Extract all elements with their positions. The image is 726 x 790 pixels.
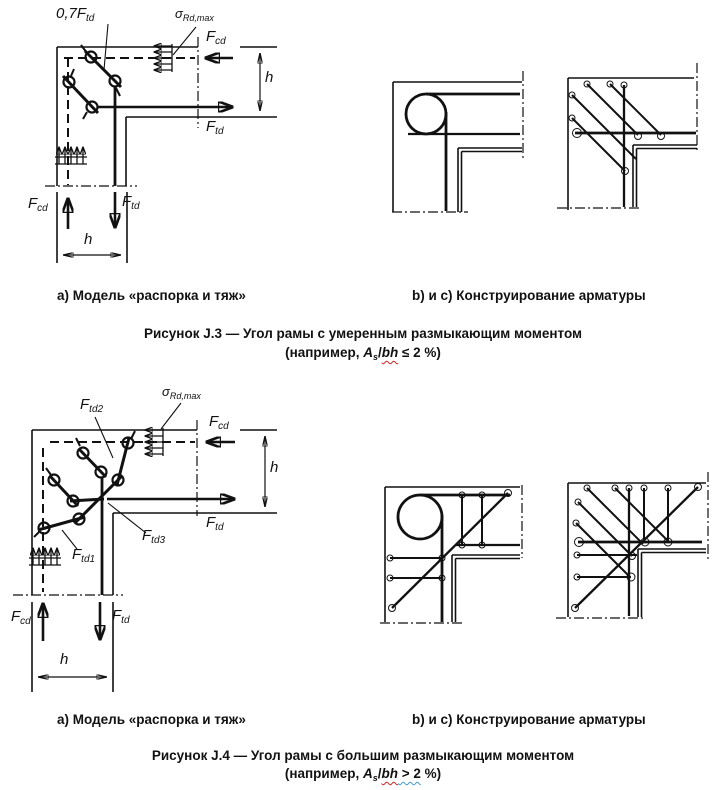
label-fcd: $F_{cd}$ xyxy=(11,608,31,627)
strut xyxy=(79,449,106,477)
stress-block xyxy=(145,428,163,456)
label-fcd: $F_{cd}$ xyxy=(206,28,226,47)
label-07ftd: $0,7F_{td}$ xyxy=(56,5,95,24)
label-h: h xyxy=(270,459,279,476)
j4-figure-subtitle: (например, $A_s/bh > 2$ %) xyxy=(284,766,442,783)
stress-block xyxy=(55,147,87,164)
diagonal-bar xyxy=(392,493,508,608)
diagonal-link xyxy=(576,523,630,577)
leader-line xyxy=(173,27,196,55)
loop-bar xyxy=(406,94,446,134)
label-ftd2: $F_{td2}$ xyxy=(80,396,104,415)
j4-caption-a: a) Модель «распорка и тяж» xyxy=(57,712,246,727)
strut xyxy=(85,51,121,87)
j3-strut-and-tie-model xyxy=(45,24,277,263)
label-h: h xyxy=(84,231,93,248)
label-sigma-rdmax: $\sigma_{Rd,max}$ xyxy=(162,384,201,401)
j4-figure-title: Рисунок J.4 — Угол рамы с большим размыкающим моментом xyxy=(151,748,575,763)
label-h: h xyxy=(265,69,274,86)
j4-reinforcement-detail-b xyxy=(380,485,522,623)
label-ftd: $F_{td}$ xyxy=(206,514,224,533)
loop-bar xyxy=(398,495,442,539)
j4-strut-and-tie-model xyxy=(13,403,277,692)
leader-line xyxy=(161,403,181,429)
label-h: h xyxy=(60,651,69,668)
strut xyxy=(70,499,104,501)
stress-block xyxy=(29,548,61,565)
diagonal-link xyxy=(610,84,661,135)
diagonal-link xyxy=(587,84,638,135)
diagonal-link xyxy=(615,488,669,542)
label-ftd: $F_{td}$ xyxy=(122,193,140,212)
label-ftd1: $F_{td1}$ xyxy=(72,546,96,565)
j4-caption-bc: b) и c) Конструирование арматуры xyxy=(412,712,646,727)
stress-block xyxy=(154,44,172,72)
label-fcd: $F_{cd}$ xyxy=(28,195,48,214)
j3-caption-bc: b) и c) Конструирование арматуры xyxy=(412,288,646,303)
diagonal-link xyxy=(578,502,632,556)
j3-reinforcement-detail-b xyxy=(392,71,523,212)
diagonal-bar xyxy=(575,487,698,608)
leader-line xyxy=(95,417,113,458)
label-fcd: $F_{cd}$ xyxy=(209,413,229,432)
diagonal-link xyxy=(572,118,625,171)
label-sigma-rdmax: $\sigma_{Rd,max}$ xyxy=(175,6,214,23)
label-ftd: $F_{td}$ xyxy=(112,607,130,626)
diagonal-link xyxy=(587,488,643,544)
j3-figure-title: Рисунок J.3 — Угол рамы с умеренным размыкающим моментом xyxy=(143,326,583,341)
j3-caption-a: a) Модель «распорка и тяж» xyxy=(57,288,246,303)
label-ftd3: $F_{td3}$ xyxy=(142,527,166,546)
j4-reinforcement-detail-c xyxy=(556,472,708,618)
j3-reinforcement-detail-c xyxy=(557,63,697,210)
j3-figure-subtitle: (например, $A_s/bh \le 2$ %) xyxy=(285,345,441,362)
label-ftd: $F_{td}$ xyxy=(206,118,224,137)
